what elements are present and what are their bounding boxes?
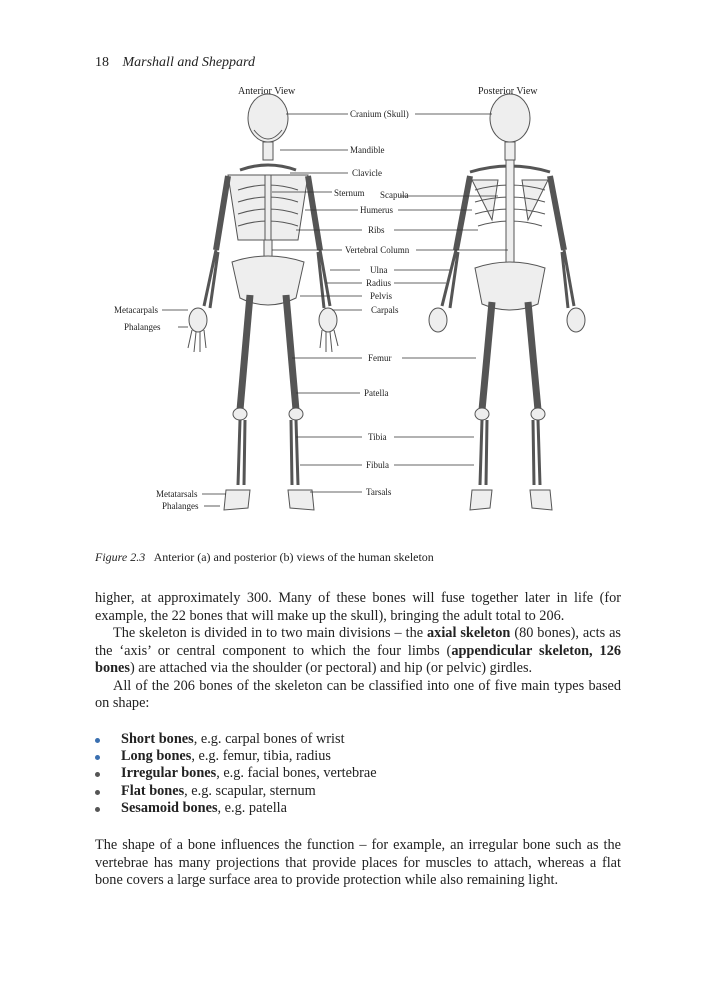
list-item: Sesamoid bones, e.g. patella [95,800,377,817]
bullet-icon [95,807,100,812]
page-header [95,55,255,71]
body-text [95,590,621,713]
label-mandible: Mandible [350,145,385,155]
paragraph: The skeleton is divided in to two main divisions – the axial skeleton (80 bones), acts as the ‘axis’ or central component to which the four limbs (appendicular skeleton, 126 bones) are attached via the shoulder (or pectoral) and hip (or pelvic) girdles. [95,625,621,676]
anterior-skeleton [188,94,338,510]
label-clavicle: Clavicle [352,168,382,178]
label-pelvis: Pelvis [370,291,393,301]
label-vertebral-column: Vertebral Column [345,245,410,255]
label-metatarsals: Metatarsals [156,489,198,499]
bullet-icon [95,755,100,760]
body-text [95,837,621,890]
figure-caption [95,550,434,565]
label-tarsals: Tarsals [366,487,392,497]
bullet-icon [95,790,100,795]
term-axial-skeleton: axial skeleton [427,625,511,641]
label-sternum: Sternum [334,188,365,198]
posterior-view-title: Posterior View [478,86,538,97]
label-scapula: Scapula [380,190,409,200]
leader-lines [162,114,508,506]
label-phalanges-foot: Phalanges [162,501,199,511]
figure-number: Figure 2.3 [95,550,146,564]
skeleton-figure [100,80,620,540]
label-femur: Femur [368,353,392,363]
label-radius: Radius [366,278,392,288]
caption-text: Anterior (a) and posterior (b) views of the human skeleton [153,550,434,564]
bullet-icon [95,738,100,743]
label-carpals: Carpals [371,305,399,315]
list-item: Irregular bones, e.g. facial bones, vertebrae [95,765,377,782]
paragraph: All of the 206 bones of the skeleton can be classified into one of five main types based on shape: [95,677,621,711]
page-number: 18 [95,55,109,70]
label-cranium: Cranium (Skull) [350,109,409,119]
label-patella: Patella [364,388,389,398]
term-appendicular-skeleton: appendicular skeleton, 126 bones [95,642,621,676]
label-ulna: Ulna [370,265,388,275]
bullet-icon [95,772,100,777]
anterior-view-title: Anterior View [238,86,296,97]
posterior-skeleton [429,94,585,510]
list-item: Short bones, e.g. carpal bones of wrist [95,731,377,748]
label-phalanges-hand: Phalanges [124,322,161,332]
list-item: Flat bones, e.g. scapular, sternum [95,783,377,800]
list-item: Long bones, e.g. femur, tibia, radius [95,748,377,765]
paragraph: higher, at approximately 300. Many of these bones will fuse together later in life (for example, the 22 bones that will make up the skull), bringing the adult total to 206. [95,590,621,624]
label-humerus: Humerus [360,205,393,215]
label-ribs: Ribs [368,225,385,235]
label-metacarpals: Metacarpals [114,305,158,315]
bone-types-list [95,731,377,817]
paragraph: The shape of a bone influences the function – for example, an irregular bone such as the vertebrae has many projections that provide places for muscles to attach, whereas a flat bone covers a large surface area to provide protection while also remaining light. [95,837,621,888]
label-fibula: Fibula [366,460,390,470]
skeleton-diagram [100,80,620,540]
running-title: Marshall and Sheppard [122,55,255,70]
label-tibia: Tibia [368,432,387,442]
